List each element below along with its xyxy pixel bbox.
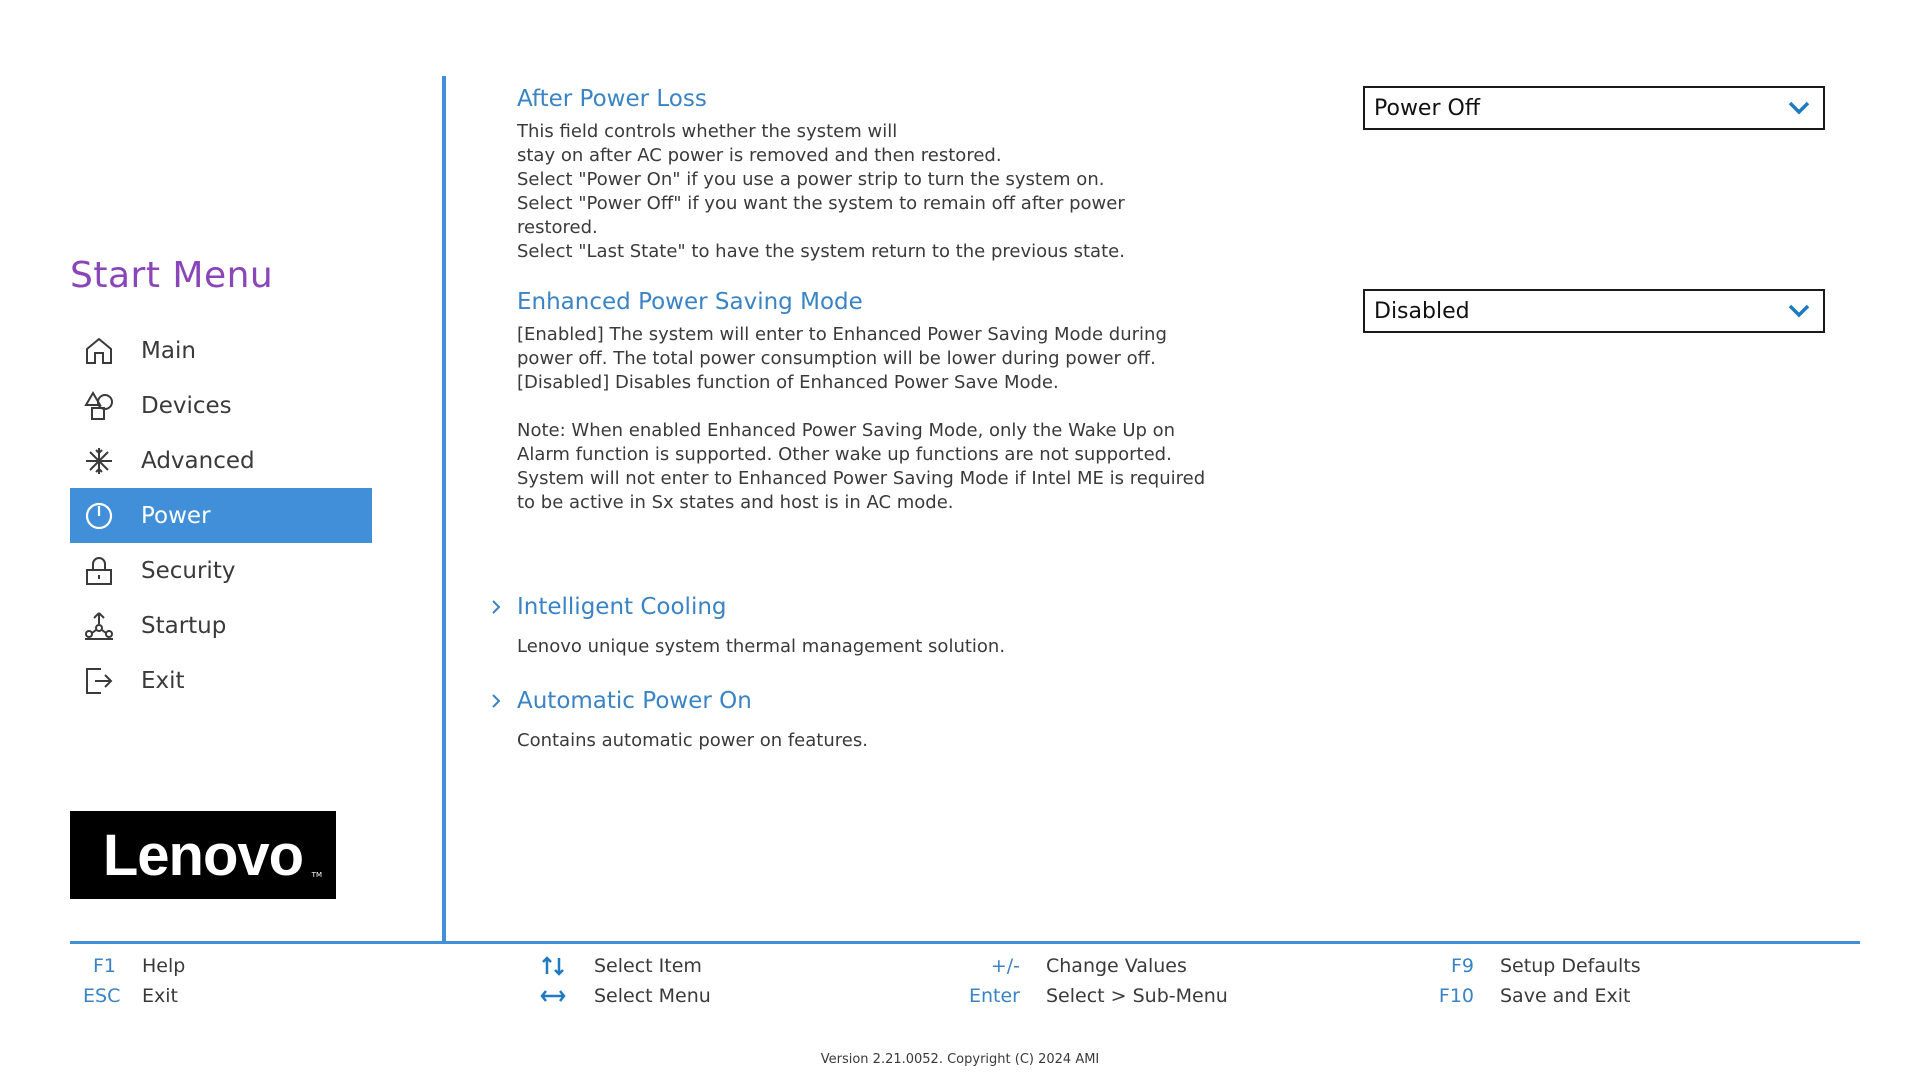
chevron-right-icon [490, 599, 512, 615]
nav-list [70, 323, 372, 708]
footer-f10[interactable] [1400, 985, 1630, 1007]
sidebar-item-exit[interactable] [70, 653, 372, 708]
sidebar-item-label: Startup [141, 612, 227, 639]
enhanced-power-saving-setting [517, 289, 1317, 515]
lock-icon [82, 554, 116, 588]
sidebar-item-main[interactable] [70, 323, 372, 378]
enhanced-power-saving-dropdown[interactable] [1363, 289, 1825, 333]
footer-key-desc: Select Item [594, 955, 702, 977]
home-icon [82, 334, 116, 368]
sidebar-item-advanced[interactable] [70, 433, 372, 488]
enhanced-power-saving-value: Disabled [1374, 298, 1470, 324]
after-power-loss-setting [517, 86, 1317, 264]
footer-f1[interactable] [70, 955, 185, 977]
sidebar-item-startup[interactable] [70, 598, 372, 653]
exit-icon [82, 664, 116, 698]
sidebar-item-label: Devices [141, 392, 232, 419]
footer-key: F10 [1438, 985, 1474, 1007]
footer-select-item[interactable] [540, 955, 702, 977]
enhanced-power-saving-title: Enhanced Power Saving Mode [517, 289, 863, 315]
footer-key: Enter [969, 985, 1020, 1007]
submenu-title: Automatic Power On [517, 688, 752, 714]
sidebar-item-label: Security [141, 557, 236, 584]
footer-key: F9 [1450, 955, 1474, 977]
up-down-arrows-icon [540, 956, 566, 976]
sidebar-item-label: Exit [141, 667, 185, 694]
footer-key-desc: Change Values [1046, 955, 1187, 977]
chevron-right-icon [490, 693, 512, 709]
submenu-description: Contains automatic power on features. [517, 730, 868, 751]
footer-select-menu[interactable] [540, 985, 711, 1007]
footer-esc[interactable] [70, 985, 178, 1007]
startup-icon [82, 609, 116, 643]
enhanced-power-saving-description: [Enabled] The system will enter to Enhanced Power Saving Mode during power off. The total power consumption will be lower during power off. [Disabled] Disables function of Enhanced Power Save Mode. Note: When enabled Enhanced Power Saving Mode, only the Wake Up on Alarm function is supported. Other wake up functions are not supported. System will not enter to Enhanced Power Saving Mode if Intel ME is required to be active in Sx states and host is in AC mode. [517, 324, 1206, 513]
sidebar-item-label: Main [141, 337, 196, 364]
after-power-loss-value: Power Off [1374, 95, 1480, 121]
logo-text: Lenovo [102, 822, 304, 888]
sidebar-item-power[interactable] [70, 488, 372, 543]
chevron-down-icon [1787, 303, 1811, 319]
lenovo-logo [70, 811, 336, 899]
sidebar-item-label: Advanced [141, 447, 255, 474]
footer-change-values[interactable] [940, 955, 1187, 977]
submenu-description: Lenovo unique system thermal management solution. [517, 636, 1006, 657]
sidebar [70, 0, 380, 940]
footer-key-desc: Select > Sub-Menu [1046, 985, 1228, 1007]
sidebar-item-label: Power [141, 502, 211, 529]
vertical-divider [442, 76, 446, 942]
version-text: Version 2.21.0052. Copyright (C) 2024 AMI [820, 1052, 1100, 1067]
horizontal-divider [70, 941, 1860, 944]
footer-key-desc: Select Menu [594, 985, 711, 1007]
chevron-down-icon [1787, 100, 1811, 116]
logo-tm: TM [311, 871, 322, 879]
left-right-arrows-icon [540, 986, 566, 1006]
sidebar-item-security[interactable] [70, 543, 372, 598]
footer-key-desc: Save and Exit [1500, 985, 1631, 1007]
advanced-icon [82, 444, 116, 478]
power-icon [82, 499, 116, 533]
footer-key: +/- [990, 955, 1020, 977]
footer-key: F1 [92, 955, 116, 977]
footer-enter[interactable] [940, 985, 1228, 1007]
after-power-loss-title: After Power Loss [517, 86, 707, 112]
submenu-automatic-power-on[interactable] [490, 688, 1390, 751]
submenu-intelligent-cooling[interactable] [490, 594, 1390, 657]
footer-key-desc: Exit [142, 985, 178, 1007]
after-power-loss-dropdown[interactable] [1363, 86, 1825, 130]
footer-key-desc: Setup Defaults [1500, 955, 1641, 977]
start-menu-title: Start Menu [70, 255, 274, 296]
devices-icon [82, 389, 116, 423]
footer-key: ESC [83, 985, 121, 1007]
after-power-loss-description: This field controls whether the system will stay on after AC power is removed and then restored. Select "Power On" if you use a power strip to turn the system on. Select "Power Off" if you want the system to remain off after power restored. Select "Last State" to have the system return to the previous state. [517, 121, 1125, 262]
sidebar-item-devices[interactable] [70, 378, 372, 433]
submenu-title: Intelligent Cooling [517, 594, 727, 620]
footer-f9[interactable] [1400, 955, 1641, 977]
footer-key-desc: Help [142, 955, 186, 977]
